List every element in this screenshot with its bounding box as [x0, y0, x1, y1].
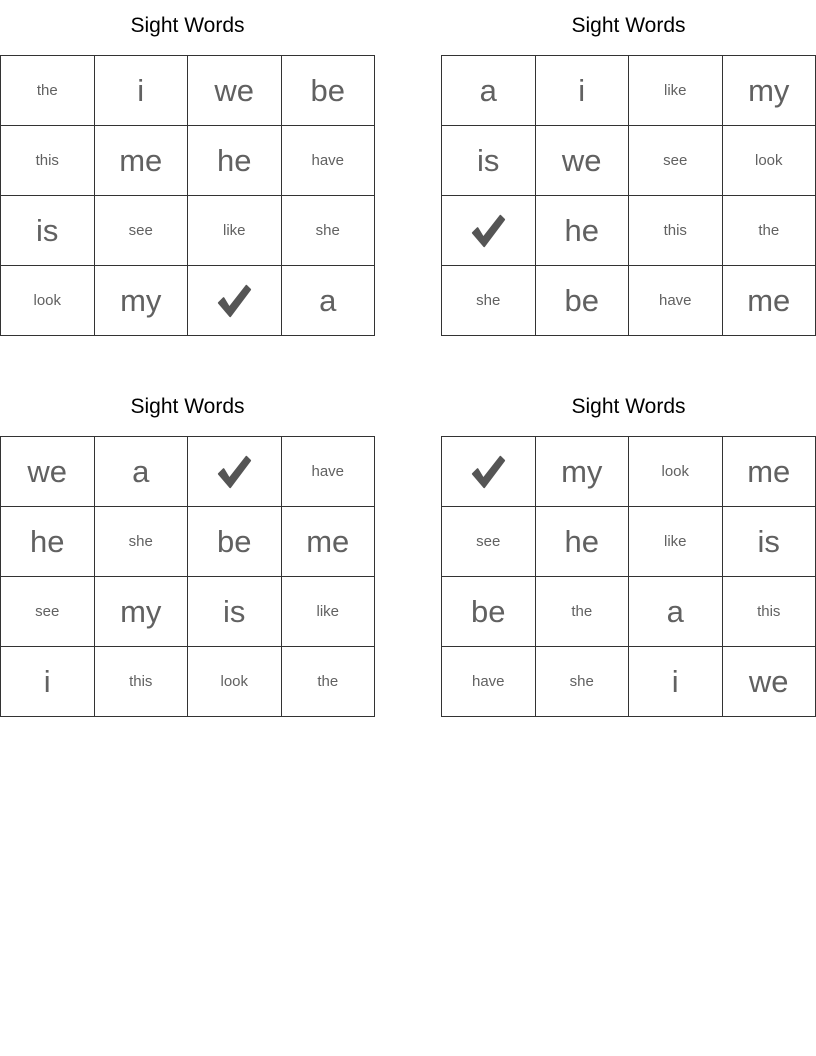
word-label: be	[564, 282, 599, 318]
word-label: is	[223, 593, 246, 629]
word-cell	[1, 266, 95, 336]
word-label: he	[217, 142, 252, 178]
word-label: this	[35, 152, 59, 169]
word-cell	[629, 196, 723, 266]
word-cell	[1, 647, 95, 717]
word-label: he	[564, 523, 599, 559]
card-title: Sight Words	[571, 395, 686, 418]
word-label: i	[578, 72, 586, 108]
word-cell	[536, 56, 630, 126]
word-cell	[1, 437, 95, 507]
word-cell	[188, 647, 282, 717]
word-cell	[442, 56, 536, 126]
word-cell	[536, 507, 630, 577]
word-cell	[188, 577, 282, 647]
word-cell	[95, 507, 189, 577]
word-cell	[282, 437, 376, 507]
word-cell	[442, 266, 536, 336]
check-mark-icon	[469, 212, 507, 250]
word-cell	[536, 577, 630, 647]
word-cell	[442, 577, 536, 647]
word-cell	[723, 647, 816, 717]
word-cell	[442, 126, 536, 196]
word-cell	[723, 196, 816, 266]
word-label: have	[658, 292, 692, 309]
word-label: the	[758, 222, 780, 239]
card-title: Sight Words	[571, 14, 686, 37]
word-label: is	[477, 142, 500, 178]
word-label: she	[476, 292, 501, 309]
word-label: like	[316, 603, 339, 620]
word-cell	[629, 647, 723, 717]
word-label: a	[132, 453, 150, 489]
word-cell	[188, 196, 282, 266]
word-label: like	[663, 533, 687, 550]
word-cell	[1, 126, 95, 196]
card-title: Sight Words	[130, 395, 245, 418]
word-label: see	[663, 152, 688, 169]
word-label: look	[754, 152, 783, 169]
word-label: me	[747, 282, 791, 318]
word-label: we	[748, 663, 789, 699]
word-label: we	[214, 72, 255, 108]
word-label: be	[310, 72, 345, 108]
bingo-card-1	[0, 0, 375, 336]
word-label: is	[36, 212, 59, 248]
word-cell	[536, 266, 630, 336]
word-cell	[723, 56, 816, 126]
word-label: this	[757, 603, 781, 620]
word-label: we	[561, 142, 602, 178]
word-label: he	[30, 523, 65, 559]
word-label: i	[43, 663, 51, 699]
word-cell	[723, 507, 816, 577]
word-cell	[629, 266, 723, 336]
check-mark-icon	[215, 453, 253, 491]
word-label: look	[33, 292, 62, 309]
word-cell	[95, 196, 189, 266]
word-cell	[1, 196, 95, 266]
word-cell	[1, 507, 95, 577]
word-label: look	[220, 673, 249, 690]
word-cell	[536, 437, 630, 507]
free-space-cell	[188, 437, 282, 507]
word-label: my	[120, 593, 162, 629]
word-cell	[723, 577, 816, 647]
bingo-card-3	[0, 381, 375, 717]
word-label: this	[663, 222, 687, 239]
word-cell	[442, 507, 536, 577]
word-cell	[442, 647, 536, 717]
word-cell	[629, 437, 723, 507]
word-label: she	[569, 673, 594, 690]
word-cell	[95, 577, 189, 647]
word-label: have	[311, 152, 345, 169]
word-cell	[723, 437, 816, 507]
word-cell	[95, 437, 189, 507]
word-cell	[536, 196, 630, 266]
word-cell	[188, 507, 282, 577]
free-space-cell	[188, 266, 282, 336]
word-cell	[282, 647, 376, 717]
word-cell	[723, 126, 816, 196]
word-cell	[282, 577, 376, 647]
word-label: she	[315, 222, 340, 239]
word-cell	[536, 126, 630, 196]
check-mark-icon	[469, 453, 507, 491]
word-cell	[95, 56, 189, 126]
word-cell	[282, 126, 376, 196]
word-cell	[95, 647, 189, 717]
free-space-cell	[442, 196, 536, 266]
word-label: she	[128, 533, 153, 550]
word-label: me	[119, 142, 163, 178]
card-title: Sight Words	[130, 14, 245, 37]
word-label: my	[561, 453, 603, 489]
word-label: be	[471, 593, 506, 629]
word-label: the	[36, 82, 58, 99]
word-cell	[629, 507, 723, 577]
word-label: a	[479, 72, 497, 108]
word-cell	[629, 126, 723, 196]
word-label: me	[306, 523, 350, 559]
word-cell	[282, 507, 376, 577]
word-cell	[282, 196, 376, 266]
word-label: like	[663, 82, 687, 99]
word-grid	[441, 55, 816, 336]
word-cell	[188, 56, 282, 126]
word-label: the	[317, 673, 339, 690]
word-label: my	[120, 282, 162, 318]
word-label: my	[748, 72, 790, 108]
word-grid	[0, 436, 375, 717]
word-label: look	[661, 463, 690, 480]
word-label: have	[471, 673, 505, 690]
word-label: see	[128, 222, 153, 239]
word-label: a	[666, 593, 684, 629]
word-cell	[95, 126, 189, 196]
word-label: we	[27, 453, 68, 489]
word-cell	[629, 577, 723, 647]
word-grid	[441, 436, 816, 717]
bingo-card-4	[441, 381, 816, 717]
word-cell	[1, 56, 95, 126]
word-label: i	[671, 663, 679, 699]
word-label: i	[137, 72, 145, 108]
word-label: a	[319, 282, 337, 318]
word-cell	[1, 577, 95, 647]
word-label: me	[747, 453, 791, 489]
word-cell	[282, 266, 376, 336]
free-space-cell	[442, 437, 536, 507]
word-label: this	[129, 673, 153, 690]
word-label: the	[571, 603, 593, 620]
word-label: he	[564, 212, 599, 248]
word-label: be	[217, 523, 252, 559]
word-cell	[282, 56, 376, 126]
check-mark-icon	[215, 282, 253, 320]
bingo-card-2	[441, 0, 816, 336]
word-cell	[188, 126, 282, 196]
word-grid	[0, 55, 375, 336]
word-cell	[629, 56, 723, 126]
word-label: is	[757, 523, 780, 559]
word-label: have	[311, 463, 345, 480]
word-label: see	[35, 603, 60, 620]
word-cell	[536, 647, 630, 717]
word-cell	[95, 266, 189, 336]
word-label: see	[476, 533, 501, 550]
word-label: like	[222, 222, 246, 239]
word-cell	[723, 266, 816, 336]
